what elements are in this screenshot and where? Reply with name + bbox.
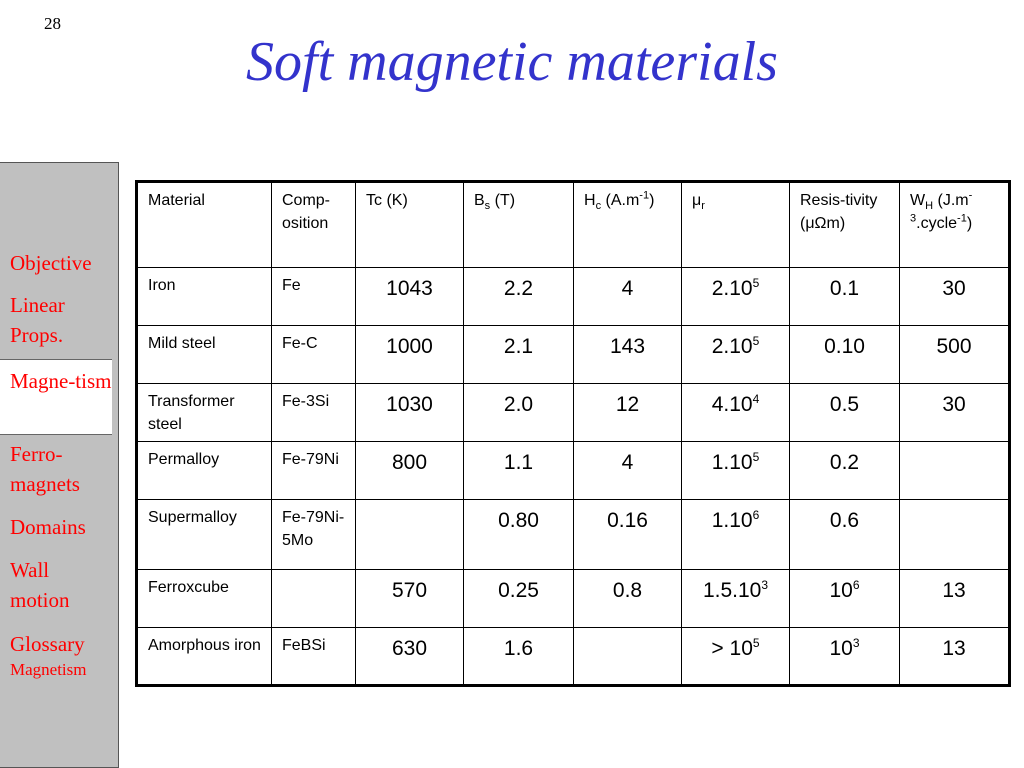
cell-tc <box>356 500 464 570</box>
cell-composition: Fe <box>272 268 356 326</box>
cell-tc: 800 <box>356 442 464 500</box>
slide-number: 28 <box>44 14 61 33</box>
cell-hc: 0.8 <box>574 570 682 628</box>
nav-magnetism[interactable]: Magne-tism <box>0 359 112 435</box>
cell-material: Mild steel <box>137 326 272 384</box>
header-composition: Comp-osition <box>272 182 356 268</box>
table-row <box>137 570 1010 628</box>
cell-mu: 1.5.10$^3$ <box>682 570 790 628</box>
cell-composition <box>272 570 356 628</box>
cell-material: Ferroxcube <box>137 570 272 628</box>
header-hc: $H_c$ $(A.m^{-1})$ <box>574 182 682 268</box>
nav-ferromagnets[interactable]: Ferro-magnets <box>10 442 80 496</box>
cell-composition: Fe-C <box>272 326 356 384</box>
nav-linear-props[interactable]: Linear Props. <box>10 293 65 347</box>
table-row <box>137 326 1010 384</box>
cell-material: Iron <box>137 268 272 326</box>
table-row <box>137 268 1010 326</box>
cell-material: Supermalloy <box>137 500 272 570</box>
cell-material: Amorphous iron <box>137 628 272 686</box>
cell-mu: 2.10$^5$ <box>682 268 790 326</box>
materials-table <box>135 180 1011 687</box>
nav-glossary-sub: Magnetism <box>10 660 87 679</box>
cell-tc: 630 <box>356 628 464 686</box>
nav-objective[interactable]: Objective <box>10 251 92 275</box>
cell-mu: 2.10$^5$ <box>682 326 790 384</box>
cell-resistivity: 0.6 <box>790 500 900 570</box>
header-mu: $\mu_r$ <box>682 182 790 268</box>
header-bs: $B_s$ (T) <box>464 182 574 268</box>
nav-glossary[interactable] <box>0 629 118 681</box>
cell-hc: 0.16 <box>574 500 682 570</box>
cell-mu: 1.10$^6$ <box>682 500 790 570</box>
cell-composition: Fe-3Si <box>272 384 356 442</box>
cell-material: Permalloy <box>137 442 272 500</box>
cell-tc: 570 <box>356 570 464 628</box>
cell-resistivity: $10^3$ <box>790 628 900 686</box>
table-row <box>137 384 1010 442</box>
header-material: Material <box>137 182 272 268</box>
cell-tc: 1000 <box>356 326 464 384</box>
cell-tc: 1043 <box>356 268 464 326</box>
cell-resistivity: $10^6$ <box>790 570 900 628</box>
navigation-sidebar <box>0 162 119 768</box>
cell-bs: 0.80 <box>464 500 574 570</box>
cell-wh: 13 <box>900 570 1010 628</box>
cell-resistivity: 0.2 <box>790 442 900 500</box>
cell-wh: 13 <box>900 628 1010 686</box>
nav-domains[interactable]: Domains <box>10 515 86 539</box>
cell-wh: 30 <box>900 268 1010 326</box>
cell-resistivity: 0.1 <box>790 268 900 326</box>
header-tc: Tc (K) <box>356 182 464 268</box>
cell-mu: 1.10$^5$ <box>682 442 790 500</box>
slide-title: Soft magnetic materials <box>246 31 778 93</box>
header-resistivity: Resis-tivity (μΩm) <box>790 182 900 268</box>
cell-bs: 1.6 <box>464 628 574 686</box>
cell-bs: 2.2 <box>464 268 574 326</box>
table-row <box>137 628 1010 686</box>
cell-mu: > $10^5$ <box>682 628 790 686</box>
cell-wh: 500 <box>900 326 1010 384</box>
cell-hc <box>574 628 682 686</box>
nav-glossary-label: Glossary <box>10 632 85 656</box>
table-header-row <box>137 182 1010 268</box>
cell-hc: 143 <box>574 326 682 384</box>
cell-tc: 1030 <box>356 384 464 442</box>
cell-resistivity: 0.5 <box>790 384 900 442</box>
cell-mu: 4.10$^4$ <box>682 384 790 442</box>
header-wh: $W_H$ $(J.m^{-3}.cycle^{-1})$ <box>900 182 1010 268</box>
cell-wh <box>900 500 1010 570</box>
table-row <box>137 500 1010 570</box>
cell-composition: Fe-79Ni <box>272 442 356 500</box>
cell-bs: 1.1 <box>464 442 574 500</box>
cell-hc: 12 <box>574 384 682 442</box>
cell-bs: 2.0 <box>464 384 574 442</box>
nav-wall-motion[interactable]: Wall motion <box>10 558 70 612</box>
cell-material: Transformer steel <box>137 384 272 442</box>
cell-hc: 4 <box>574 442 682 500</box>
cell-composition: Fe-79Ni-5Mo <box>272 500 356 570</box>
cell-resistivity: 0.10 <box>790 326 900 384</box>
cell-wh <box>900 442 1010 500</box>
cell-wh: 30 <box>900 384 1010 442</box>
cell-hc: 4 <box>574 268 682 326</box>
table-row <box>137 442 1010 500</box>
cell-bs: 2.1 <box>464 326 574 384</box>
cell-composition: FeBSi <box>272 628 356 686</box>
cell-bs: 0.25 <box>464 570 574 628</box>
